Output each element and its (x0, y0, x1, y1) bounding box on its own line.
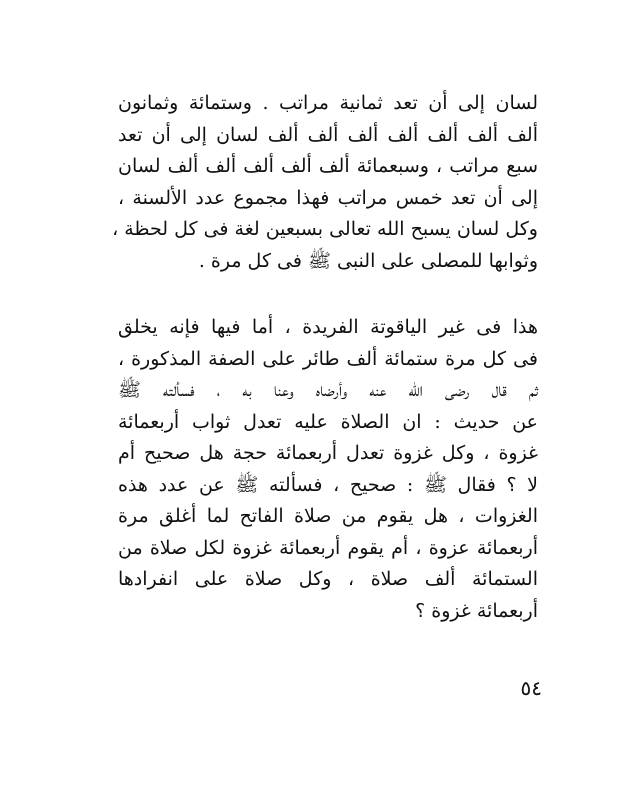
paragraph-1 (112, 88, 538, 277)
text-line: أربعمائة غزوة ؟ (415, 599, 538, 622)
text-line: فى كل مرة ستمائة ألف طائر على الصفة المذكورة ، (118, 347, 538, 370)
text-line: لسان إلى أن تعد ثمانية مراتب . وستمائة وثمانون (118, 92, 538, 114)
text-line: ألف ألف ألف ألف ألف ألف ألف لسان إلى أن تعد (118, 123, 538, 146)
text-line: غزوة ، وكل غزوة تعدل أربعمائة حجة هل صحيح أم (118, 442, 538, 464)
text-line: أربعمائة عزوة ، أم يقوم أربعمائة غزوة لكل صلاة من (118, 536, 538, 559)
text-line: وثوابها للمصلى على النبى ﷺ فى كل مرة . (198, 249, 538, 272)
page-number: ٥٤ (520, 676, 542, 700)
paragraph-2 (118, 312, 538, 627)
text-line: الستمائة ألف صلاة ، وكل صلاة على انفرادها (118, 568, 538, 590)
text-line: ثم قال رضى الله عنه وأرضاه وعنا به ، فسألته ﷺ (118, 379, 538, 401)
text-line: لا ؟ فقال ﷺ : صحيح ، فسألته ﷺ عن عدد هذه (118, 473, 538, 496)
text-line: عن حديث : ان الصلاة عليه تعدل ثواب أربعمائة (118, 410, 538, 433)
text-line: وكل لسان يسبح الله تعالى بسبعين لغة فى كل لحظة ، (112, 218, 538, 240)
text-line: هذا فى غير الياقوتة الفريدة ، أما فيها فإنه يخلق (118, 316, 538, 338)
text-line: سبع مراتب ، وسبعمائة ألف ألف ألف ألف ألف لسان (118, 155, 538, 177)
text-line: الغزوات ، هل يقوم من صلاة الفاتح لما أغلق مرة (118, 505, 538, 527)
text-line: إلى أن تعد خمس مراتب فهذا مجموع عدد الألسنة ، (118, 186, 538, 209)
